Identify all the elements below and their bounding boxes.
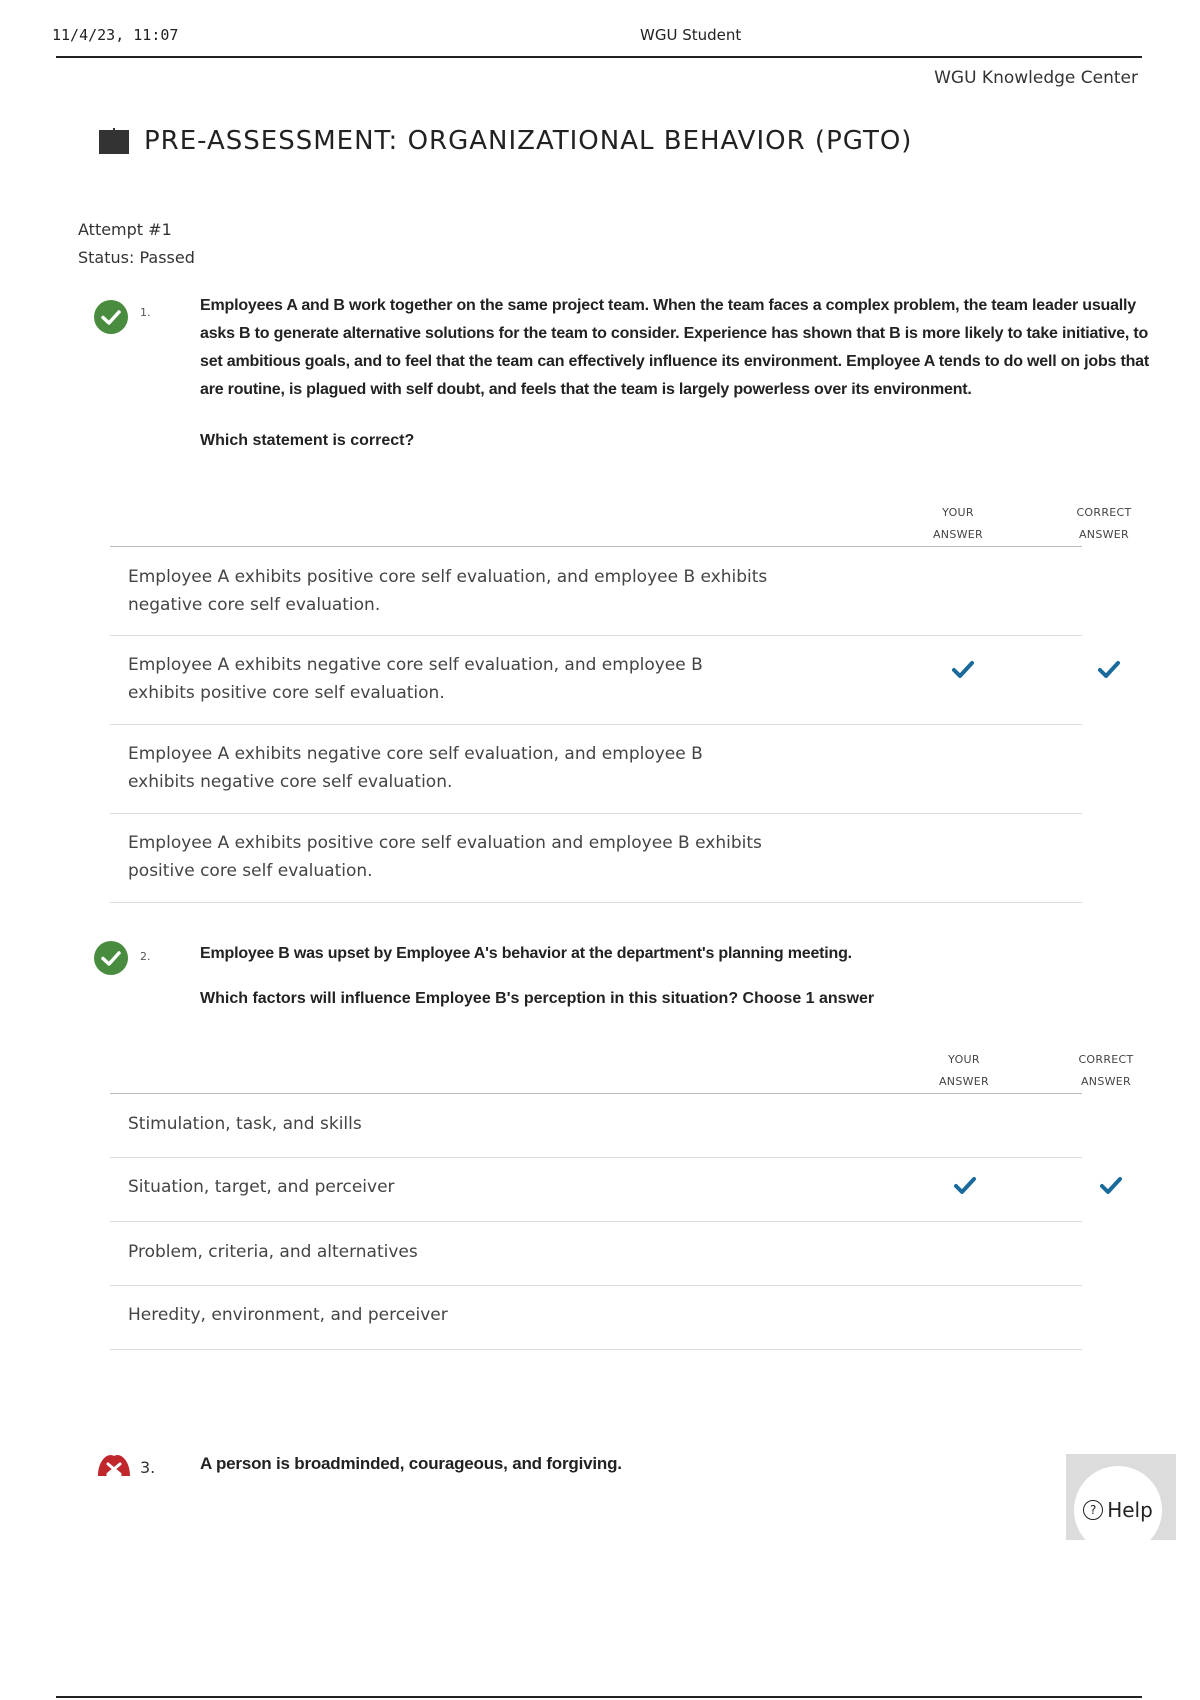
- attempt-info: [78, 216, 195, 272]
- header-divider: [56, 56, 1142, 58]
- answer-option-3: Problem, criteria, and alternatives: [110, 1222, 1082, 1286]
- question-body: [200, 1450, 1200, 1478]
- question-number: 2.: [140, 950, 151, 963]
- your-answer-check-icon: [952, 660, 974, 680]
- attempt-status: Status: Passed: [78, 248, 195, 267]
- answer-option-4: Employee A exhibits positive core self evaluation and employee B exhibits positive core self evaluation.: [110, 814, 1082, 903]
- print-site-title: WGU Student: [640, 26, 742, 44]
- answer-option-1: Stimulation, task, and skills: [110, 1094, 1082, 1158]
- question-prompt: Which factors will influence Employee B's perception in this situation? Choose 1 answer: [200, 990, 875, 1007]
- question-text: Employee B was upset by Employee A's behavior at the department's planning meeting.: [200, 945, 852, 962]
- question-mark-icon: ?: [1083, 1500, 1103, 1520]
- help-widget: [1066, 1454, 1176, 1540]
- question-text: Employees A and B work together on the same project team. When the team faces a complex problem, the team leader usually asks B to generate alternative solutions for the team to consider. Experience has shown that B is more likely to take initiative, to set ambitious goals, and to feel that the team can effectively influence its environment. Employee A tends to do well on jobs that are routine, is plagued with self doubt, and feels that the team is largely powerless over its environment.: [200, 297, 1149, 398]
- correct-check-icon: [94, 941, 128, 975]
- answer-option-3: Employee A exhibits negative core self evaluation, and employee B exhibits negative core self evaluation.: [110, 725, 1082, 814]
- correct-answer-check-icon: [1098, 660, 1120, 680]
- question-body: [200, 292, 1160, 450]
- question-text: A person is broadminded, courageous, and forgiving.: [200, 1454, 622, 1473]
- question-body: [200, 940, 1200, 1008]
- print-datetime: 11/4/23, 11:07: [52, 26, 179, 44]
- page-title: PRE-ASSESSMENT: ORGANIZATIONAL BEHAVIOR (PGTO): [144, 126, 913, 156]
- correct-check-icon: [94, 300, 128, 334]
- correct-answer-header: CORRECT ANSWER: [1078, 1053, 1134, 1088]
- question-number: 3.: [140, 1458, 156, 1477]
- footer-divider: [56, 1696, 1142, 1698]
- book-icon: [98, 127, 132, 155]
- your-answer-header: YOUR ANSWER: [932, 506, 983, 541]
- correct-answer-header: CORRECT ANSWER: [1076, 506, 1132, 541]
- your-answer-header: YOUR ANSWER: [938, 1053, 989, 1088]
- help-label: Help: [1107, 1498, 1153, 1522]
- answer-option-2: Situation, target, and perceiver: [110, 1158, 1082, 1222]
- attempt-number: Attempt #1: [78, 220, 172, 239]
- answer-option-4: Heredity, environment, and perceiver: [110, 1286, 1082, 1350]
- page-title-row: [98, 126, 912, 156]
- answer-option-1: Employee A exhibits positive core self evaluation, and employee B exhibits negative core self evaluation.: [110, 547, 1082, 636]
- incorrect-x-icon: [94, 1450, 134, 1480]
- help-button[interactable]: [1074, 1466, 1162, 1554]
- knowledge-center-link[interactable]: WGU Knowledge Center: [934, 68, 1138, 88]
- your-answer-check-icon: [954, 1176, 976, 1196]
- answer-option-2: Employee A exhibits negative core self evaluation, and employee B exhibits positive core self evaluation.: [110, 636, 1082, 725]
- correct-answer-check-icon: [1100, 1176, 1122, 1196]
- question-number: 1.: [140, 306, 151, 319]
- question-prompt: Which statement is correct?: [200, 432, 415, 449]
